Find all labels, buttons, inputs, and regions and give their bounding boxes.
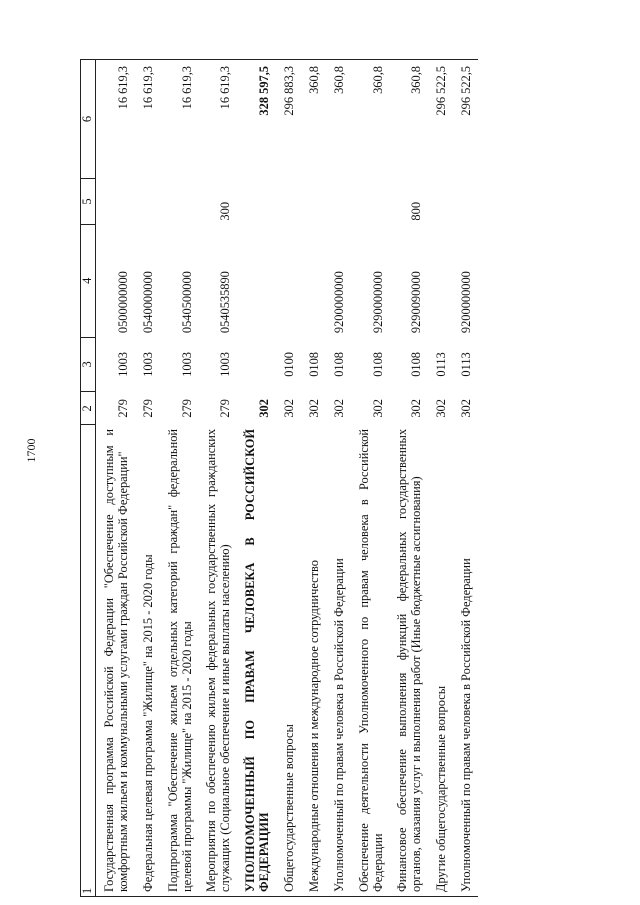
row-rz-code: 1003: [179, 352, 194, 377]
row-amount: 328 597,5: [237, 60, 276, 179]
table-header-row: [81, 60, 96, 897]
row-name: Международные отношения и международное сотрудничество: [301, 425, 326, 897]
row-gr-code: 302: [331, 399, 346, 418]
row-gr-code: 279: [218, 399, 233, 418]
budget-table: [80, 59, 478, 897]
page-number: 1700: [24, 438, 38, 463]
row-gr-code: 302: [257, 399, 272, 418]
row-cs-code: [276, 225, 301, 338]
table-row: [96, 60, 135, 897]
row-amount: 296 883,3: [276, 60, 301, 179]
header-col-6: 6: [81, 60, 96, 179]
row-cs-code: 9290090000: [409, 271, 424, 334]
row-name: Финансовое обеспечение выполнения функций федеральных государственных органов, оказания услуг и выполнения работ (Иные бюджетные ассигнования): [389, 425, 428, 897]
table-row: [237, 60, 276, 897]
row-vr-code: 800: [409, 201, 424, 221]
table-row: [326, 60, 351, 897]
table-row: [301, 60, 326, 897]
row-vr-code: 300: [218, 201, 233, 221]
row-cs-code: 0540000000: [140, 271, 155, 334]
row-gr-code: 302: [409, 399, 424, 418]
row-cs-code: 9200000000: [331, 271, 346, 334]
row-rz-code: 0113: [434, 352, 449, 377]
row-vr-code: [237, 178, 276, 224]
row-name: Государственная программа Российской Федерации "Обеспечение доступным и комфортным жильем и коммунальными услугами граждан Российской Федерации": [96, 425, 135, 897]
row-name: Подпрограмма "Обеспечение жильем отдельных категорий граждан" федеральной целевой программы "Жилище" на 2015 - 2020 годы: [160, 425, 199, 897]
row-gr-code: 279: [140, 399, 155, 418]
row-cs-code: 0500000000: [115, 271, 130, 334]
row-vr-code: [276, 178, 301, 224]
row-gr-code: 302: [306, 399, 321, 418]
row-cs-code: [301, 225, 326, 338]
header-col-4: 4: [81, 225, 96, 338]
row-amount: 296 522,5: [453, 60, 478, 179]
row-amount: 16 619,3: [160, 60, 199, 179]
row-gr-code: 302: [459, 399, 474, 418]
header-col-5: 5: [81, 178, 96, 224]
row-gr-code: 302: [370, 399, 385, 418]
table-row: [453, 60, 478, 897]
row-vr-code: [453, 178, 478, 224]
row-vr-code: [351, 178, 390, 224]
row-vr-code: [326, 178, 351, 224]
row-amount: 16 619,3: [135, 60, 160, 179]
row-name: Уполномоченный по правам человека в Российской Федерации: [326, 425, 351, 897]
table-row: [198, 60, 237, 897]
row-name: Мероприятия по обеспечению жильем федеральных государственных гражданских служащих (Социальное обеспечение и иные выплаты населению): [198, 425, 237, 897]
row-rz-code: 0100: [282, 352, 297, 377]
row-amount: 360,8: [351, 60, 390, 179]
row-rz-code: 1003: [140, 352, 155, 377]
table-row: [351, 60, 390, 897]
header-col-1: 1: [81, 425, 96, 897]
row-gr-code: 302: [282, 399, 297, 418]
table-row: [276, 60, 301, 897]
row-name: Федеральная целевая программа "Жилище" на 2015 - 2020 годы: [135, 425, 160, 897]
rotated-page-content: [80, 59, 560, 897]
row-cs-code: 0540535890: [218, 271, 233, 334]
row-name: Уполномоченный по правам человека в Российской Федерации: [453, 425, 478, 897]
table-row: [389, 60, 428, 897]
table-body: [96, 60, 479, 897]
row-rz-code: 0108: [306, 352, 321, 377]
row-amount: 360,8: [301, 60, 326, 179]
row-cs-code: 9290000000: [370, 271, 385, 334]
row-rz-code: 0108: [370, 352, 385, 377]
table-row: [135, 60, 160, 897]
row-cs-code: [237, 225, 276, 338]
row-rz-code: 0108: [331, 352, 346, 377]
row-rz-code: [237, 337, 276, 392]
row-amount: 360,8: [389, 60, 428, 179]
table-row: [160, 60, 199, 897]
row-vr-code: [96, 178, 135, 224]
row-gr-code: 302: [434, 399, 449, 418]
row-gr-code: 279: [179, 399, 194, 418]
row-name: Обеспечение деятельности Уполномоченного по правам человека в Российской Федерации: [351, 425, 390, 897]
row-cs-code: 0540500000: [179, 271, 194, 334]
row-vr-code: [160, 178, 199, 224]
header-col-2: 2: [81, 392, 96, 425]
row-vr-code: [135, 178, 160, 224]
table-row: [428, 60, 453, 897]
row-amount: 16 619,3: [198, 60, 237, 179]
row-rz-code: 0108: [409, 352, 424, 377]
row-cs-code: [428, 225, 453, 338]
row-vr-code: [428, 178, 453, 224]
row-name: УПОЛНОМОЧЕННЫЙ ПО ПРАВАМ ЧЕЛОВЕКА В РОССИЙСКОЙ ФЕДЕРАЦИИ: [237, 425, 276, 897]
row-rz-code: 1003: [115, 352, 130, 377]
row-vr-code: [301, 178, 326, 224]
row-name: Другие общегосударственные вопросы: [428, 425, 453, 897]
row-name: Общегосударственные вопросы: [276, 425, 301, 897]
header-col-3: 3: [81, 337, 96, 392]
row-amount: 360,8: [326, 60, 351, 179]
row-cs-code: 9200000000: [459, 271, 474, 334]
row-rz-code: 0113: [459, 352, 474, 377]
row-rz-code: 1003: [218, 352, 233, 377]
row-gr-code: 279: [115, 399, 130, 418]
row-amount: 296 522,5: [428, 60, 453, 179]
row-amount: 16 619,3: [96, 60, 135, 179]
